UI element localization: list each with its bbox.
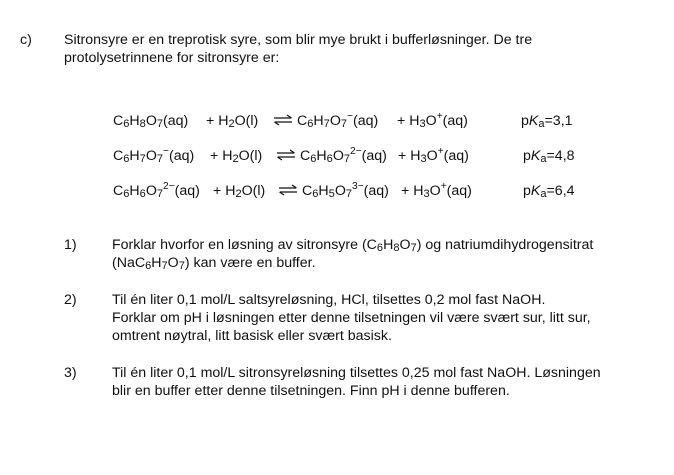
equilibrium-arrow-icon bbox=[278, 184, 298, 196]
question-line: omtrent nøytral, litt basisk eller svært basisk. bbox=[112, 328, 392, 344]
question-line: Til én liter 0,1 mol/L sitronsyreløsning tilsettes 0,25 mol fast NaOH. Løsningen bbox=[112, 365, 601, 381]
equation-row bbox=[0, 111, 674, 131]
question-text bbox=[112, 236, 593, 272]
pka-value: $pK_a=4,8$ bbox=[523, 148, 575, 165]
equation-reactant: $C_6H_7O_7^-(aq)$ bbox=[113, 146, 195, 165]
equilibrium-arrow-icon bbox=[276, 149, 296, 161]
equation-product: $C_6H_6O_7^{2-}(aq)$ bbox=[271, 146, 387, 166]
question-text bbox=[112, 364, 601, 400]
question-line: Forklar hvorfor en løsning av sitronsyre $(C_6H_8O_7)$ og natriumdihydrogensitrat bbox=[112, 237, 594, 254]
equation-product: $C_6H_7O_7^-(aq)$ bbox=[268, 111, 378, 131]
intro-line-2: protolysetrinnene for sitronsyre er: bbox=[64, 50, 280, 66]
question-number: 3) bbox=[64, 365, 77, 381]
equilibrium-arrow-icon bbox=[273, 114, 293, 126]
equation-hydronium: + $H_3O^+(aq)$ bbox=[398, 146, 469, 165]
equation-hydronium: + $H_3O^+(aq)$ bbox=[401, 181, 472, 200]
equation-row bbox=[0, 181, 674, 201]
part-label: c) bbox=[20, 32, 32, 48]
question-number: 2) bbox=[64, 292, 77, 308]
question-line: Forklar om pH i løsningen etter denne tilsetningen vil være svært sur, litt sur, bbox=[112, 310, 591, 326]
question-line: blir en buffer etter denne tilsetningen. Finn pH i denne bufferen. bbox=[112, 383, 510, 399]
equation-product: $C_6H_5O_7^{3-}(aq)$ bbox=[273, 181, 389, 201]
pka-value: $pK_a=6,4$ bbox=[523, 183, 575, 200]
equation-water: + $H_2O(l)$ bbox=[210, 148, 263, 165]
equation-water: + $H_2O(l)$ bbox=[213, 183, 266, 200]
intro-line-1: Sitronsyre er en treprotisk syre, som blir mye brukt i bufferløsninger. De tre bbox=[64, 32, 533, 48]
question-line: Til én liter 0,1 mol/L saltsyreløsning, HCl, tilsettes 0,2 mol fast NaOH. bbox=[112, 292, 546, 308]
intro-text bbox=[64, 31, 532, 67]
equation-hydronium: + $H_3O^+(aq)$ bbox=[397, 111, 468, 130]
question-line: $(NaC_6H_7O_7)$ kan være en buffer. bbox=[112, 255, 316, 272]
question-number: 1) bbox=[64, 237, 77, 253]
equation-reactant: $C_6H_8O_7(aq)$ bbox=[113, 113, 189, 130]
equation-water: + $H_2O(l)$ bbox=[206, 113, 259, 130]
equation-reactant: $C_6H_6O_7^{2-}(aq)$ bbox=[113, 181, 200, 200]
question-text bbox=[112, 291, 591, 345]
equation-row bbox=[0, 146, 674, 166]
pka-value: $pK_a=3,1$ bbox=[521, 113, 573, 130]
